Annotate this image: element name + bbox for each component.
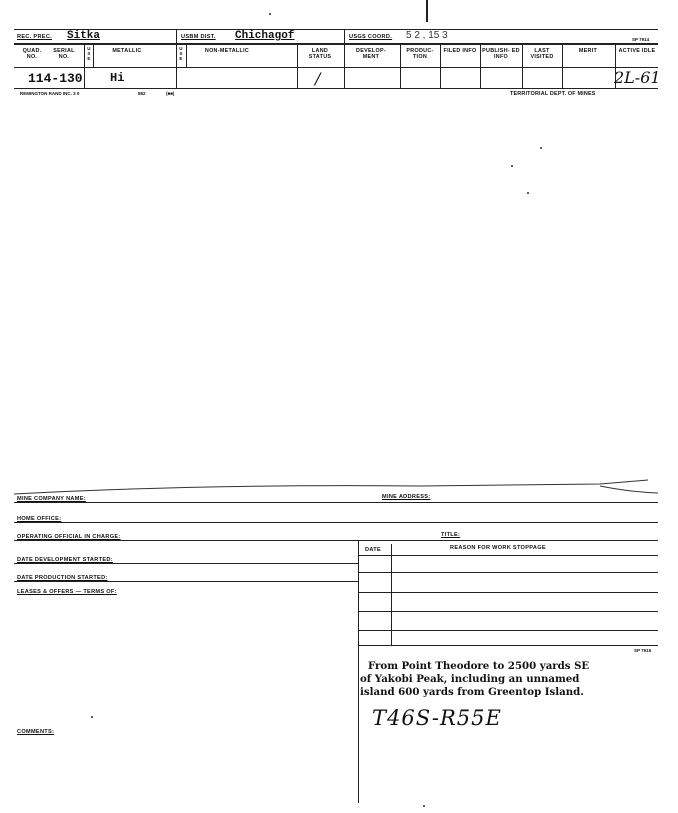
footer-left: REMINGTON RAND INC. 3 0: [20, 91, 80, 96]
card-edge-lines: [0, 474, 678, 504]
row-bottom-rule: [14, 88, 658, 89]
speck: [91, 716, 93, 718]
date-production-rule: [14, 581, 358, 582]
operating-official-label: OPERATING OFFICIAL IN CHARGE:: [17, 534, 121, 540]
location-description: [360, 660, 592, 699]
location-line-1: From Point Theodore to 2500 yards SE: [368, 660, 590, 672]
active-idle-value: 2L-61: [614, 68, 661, 87]
location-line-2: of Yakobi Peak, including an unnamed: [360, 673, 580, 685]
right-panel-border: [358, 541, 359, 803]
top-header-rule: [14, 29, 658, 30]
usgs-coord-value: 5 2 , 15 3: [406, 30, 448, 41]
col-development: DEVELOP- MENT: [356, 48, 386, 60]
mine-company-rule: [14, 502, 658, 503]
speck: [527, 192, 529, 194]
home-office-rule: [14, 522, 658, 523]
speck: [540, 147, 542, 149]
footer-mark: (■■): [166, 91, 175, 96]
operating-rule: [14, 540, 658, 541]
date-column-header: DATE: [365, 547, 382, 553]
col-filed-info: FILED INFO: [443, 48, 477, 54]
stoppage-row-5: [358, 645, 658, 646]
col-active-idle: ACTIVE IDLE: [618, 48, 656, 54]
col-last-visited: LAST VISITED: [530, 48, 554, 60]
stoppage-row-2: [358, 592, 658, 593]
date-development-rule: [14, 563, 358, 564]
date-production-started-label: DATE PRODUCTION STARTED:: [17, 575, 108, 581]
quad-serial-value: 114-130: [28, 71, 83, 86]
col-published-info: PUBLISH- ED INFO: [482, 48, 520, 60]
footer-code: 882: [138, 91, 146, 96]
speck: [423, 805, 425, 807]
stoppage-row-4: [358, 630, 658, 631]
divider: [344, 29, 345, 89]
col-quad-no: QUAD. NO.: [22, 48, 42, 60]
home-office-label: HOME OFFICE:: [17, 516, 62, 522]
leases-offers-label: LEASES & OFFERS — TERMS OF:: [17, 589, 117, 595]
col-non-metallic: NON-METALLIC: [204, 48, 250, 54]
usbm-dist-value: Chichagof: [235, 30, 295, 42]
handwritten-township-range: T46S-R55E: [372, 706, 502, 730]
land-status-value: /: [315, 69, 321, 88]
rec-prec-value: Sitka: [67, 30, 101, 42]
mine-company-name-label: MINE COMPANY NAME:: [17, 496, 86, 502]
stoppage-row-1: [358, 572, 658, 573]
top-form-code: SP 7914: [632, 37, 650, 42]
usbm-dist-label: USBM DIST.: [181, 34, 216, 40]
divider: [93, 44, 94, 68]
usgs-coord-label: USGS COORD.: [349, 34, 393, 40]
col-production: PRODUC- TION: [406, 48, 434, 60]
location-line-3: island 600 yards from Greentop Island.: [360, 686, 584, 698]
bottom-form-code: SP 7915: [634, 648, 652, 653]
col-serial-no: SERIAL NO.: [53, 48, 75, 60]
footer-right: TERRITORIAL DEPT. OF MINES: [510, 91, 596, 97]
top-tick-mark: [426, 0, 428, 22]
col-use-1: U S E: [87, 46, 91, 61]
col-land-status: LAND STATUS: [308, 48, 332, 60]
mine-address-label: MINE ADDRESS:: [382, 494, 431, 500]
col-metallic: METALLIC: [112, 48, 142, 54]
rec-prec-label: REC. PREC.: [17, 34, 53, 40]
comments-label: COMMENTS:: [17, 729, 55, 735]
col-use-2: U S E: [179, 46, 183, 61]
reason-column-header: REASON FOR WORK STOPPAGE: [450, 545, 546, 551]
metallic-value: Hi: [110, 71, 125, 85]
stoppage-row-3: [358, 611, 658, 612]
speck: [269, 13, 271, 15]
date-development-started-label: DATE DEVELOPMENT STARTED:: [17, 557, 113, 563]
col-merit: MERIT: [578, 48, 598, 54]
title-label: TITLE:: [441, 532, 461, 538]
divider: [186, 44, 187, 68]
stoppage-header-rule: [358, 555, 658, 556]
column-header-bottom-rule: [14, 67, 658, 68]
speck: [511, 165, 513, 167]
